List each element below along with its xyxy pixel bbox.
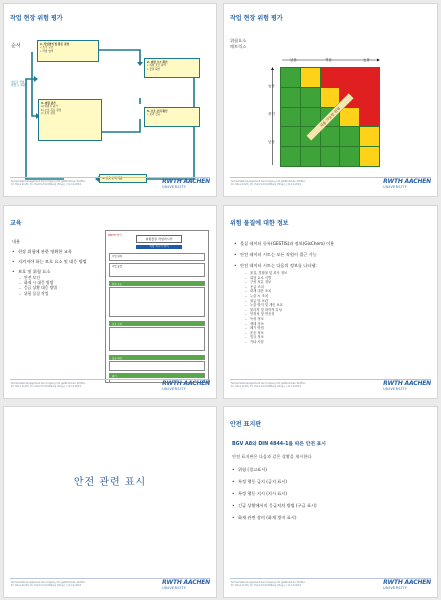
bullet-item: • 지켜져야 하는 보호 요소 및 대응 방법 <box>12 259 94 265</box>
flow-side-note: 새로운 작업 변경 시 재평가 <box>11 81 28 88</box>
flow-box-4: 4. 보호 조치 적용 <box>99 174 147 183</box>
slide-2-risk-matrix <box>224 4 437 196</box>
bullet-item: • 물질 데이터 등록(GESTIS)과 정보(GisChem) 이용 <box>234 241 429 247</box>
slide-footer: Sicherheitsmanagement bei Umgang mit gefährlichen Stoffen Dr. Hans Kraft | Dr. Yield Schmitt-Berg (Hrsg.) | 11.10.2019 RWTH AACHEN UNIVERSITY <box>11 579 210 590</box>
form-heading: 위험물질 작업지시서 <box>136 235 182 243</box>
rwth-logo: RWTH AACHEN UNIVERSITY <box>383 579 431 590</box>
bullet-item: • 화재 관련 장비 (화재 방지 표시) <box>232 515 427 521</box>
sub-bullet-item: – 안전 보건 <box>12 275 94 280</box>
flow-box-1: 1. 작업영역 및 활동 결정 • 조직 구조 • 작업 영역 <box>37 40 99 62</box>
form-row: 폐기 <box>109 373 205 378</box>
y-word-low: 낮음 <box>268 140 275 144</box>
form-row: 작업 물질 <box>109 263 205 277</box>
slide-3-education <box>4 206 216 398</box>
sign-list <box>232 467 427 527</box>
slide-footer: Sicherheitsmanagement bei Umgang mit gefährlichen Stoffen Dr. Hans Kraft | Dr. Yield Schmitt-Berg (Hrsg.) | 11.10.2019 RWTH AACHEN UNIVERSITY <box>11 178 210 189</box>
x-word-low: 낮음 <box>290 58 297 62</box>
slide-footer: Sicherheitsmanagement bei Umgang mit gefährlichen Stoffen Dr. Hans Kraft | Dr. Yield Schmitt-Berg (Hrsg.) | 11.10.2019 RWTH AACHEN UNIVERSITY <box>231 178 431 189</box>
form-row: 응급 대응 <box>109 355 205 360</box>
education-content <box>12 239 94 296</box>
y-axis-arrow <box>268 67 277 167</box>
x-word-mid: 적음 <box>325 58 332 62</box>
rwth-logo: RWTH AACHEN UNIVERSITY <box>383 380 431 391</box>
slide-footer: Sicherheitsmanagement bei Umgang mit gefährlichen Stoffen Dr. Hans Kraft | Dr. Yield Schmitt-Berg (Hrsg.) | 11.10.2019 RWTH AACHEN UNIVERSITY <box>231 380 431 391</box>
sub-bullet-item: – 폐기 방법 <box>234 326 429 331</box>
flow-box-2: 2. 위험 요소 확인 • 위험 요소 파악 • 물질 확인 <box>144 58 200 78</box>
slide-5-section-title <box>4 407 216 597</box>
slide-title: 작업 현장 위험 평가 <box>10 15 63 22</box>
sub-bullet-item: – 응급 상황 대응 방법 <box>12 285 94 290</box>
bullet-item: • 보호 및 위험 요소 <box>12 269 94 275</box>
sub-bullet-item: – 물리적 및 화학적 특성 <box>234 308 429 313</box>
bullet-item: • 특정 행동 금지 (금지 표시) <box>232 479 427 485</box>
slide-6-safety-signs <box>224 407 437 597</box>
x-word-high: 높음 <box>363 58 370 62</box>
bullet-item: • 특정 행동 지시 (지시 표시) <box>232 491 427 497</box>
sign-heading: BGV A8와 DIN 4844-1를 따른 안전 표시 <box>232 442 326 447</box>
sub-bullet-item: – 운송 정보 <box>234 331 429 336</box>
form-row-area <box>109 287 205 317</box>
slide-4-hazard-info <box>224 206 437 398</box>
bullet-item: • 긴급 상황에서의 응급처치 방법 (구급 표시) <box>232 503 427 509</box>
sub-bullet-item: – 누출 시 조치 <box>234 294 429 299</box>
form-tag: RWTH 양식 <box>108 234 122 237</box>
slide-title: 작업 현장 위험 평가 <box>230 15 283 22</box>
sub-bullet-item: – 물질, 혼합물 및 회사 정보 <box>234 271 429 276</box>
bullet-item: • 위험 (경고표시) <box>232 467 427 473</box>
info-content <box>234 241 429 345</box>
flow-box-5: 5. 보호 조치 확인 • 효과 검증 <box>144 107 200 127</box>
form-row: 위험 요소 <box>109 281 205 286</box>
slide-title: 안전 표지판 <box>230 421 262 428</box>
form-row-area <box>109 327 205 351</box>
bullet-item: • 안전 데이터 시트는 모든 직원이 접근 가능 <box>234 252 429 258</box>
sub-bullet-item: – 응급 조치 <box>234 285 429 290</box>
form-row: 작업 영역 <box>109 253 205 261</box>
flowchart-arrows <box>4 4 216 196</box>
y-word-high: 높음 <box>268 84 275 88</box>
rwth-logo: RWTH AACHEN UNIVERSITY <box>162 380 210 391</box>
sub-bullet-item: – 구성 성분 정보 <box>234 280 429 285</box>
sub-bullet-item: – 기타 사항 <box>234 340 429 345</box>
section-title: 안전 관련 표시 <box>73 477 147 488</box>
slide-title: 위험 물질에 대한 정보 <box>230 220 289 227</box>
sub-bullet-item: – 화재 시 대응 방법 <box>12 280 94 285</box>
slide-footer: Sicherheitsmanagement bei Umgang mit gefährlichen Stoffen Dr. Hans Kraft | Dr. Yield Schmitt-Berg (Hrsg.) | 11.10.2019 RWTH AACHEN UNIVERSITY <box>231 579 431 590</box>
slide-footer: Sicherheitsmanagement bei Umgang mit gefährlichen Stoffen Dr. Hans Kraft | Dr. Yield Schmitt-Berg (Hrsg.) | 11.10.2019 RWTH AACHEN UNIVERSITY <box>11 380 210 391</box>
sub-bullet-item: – 취급 및 보관 <box>234 299 429 304</box>
sub-bullet-item: – 안정성 및 반응성 <box>234 312 429 317</box>
sequence-label: 순서 <box>11 43 21 49</box>
sub-bullet-item: – 독성 정보 <box>234 317 429 322</box>
y-word-mid: 중간 <box>268 112 275 116</box>
form-band: 작업 지시서 양식 <box>136 245 182 249</box>
rwth-logo: RWTH AACHEN UNIVERSITY <box>383 178 431 189</box>
diagonal-label: 허용 가능한 위험 <box>319 106 342 129</box>
bullet-item: • 현장 위험에 관한 명확한 교육 <box>12 249 94 255</box>
flow-box-3: 3. 위험 평가 a) 위험성 평가 b) 보호 목표 설정 c) 조치 결정 <box>38 99 102 141</box>
sub-bullet-item: – 법규 정보 <box>234 335 429 340</box>
slide-1-flowchart <box>4 4 216 196</box>
instruction-form-image <box>105 230 209 383</box>
form-row: 보호 조치 <box>109 321 205 326</box>
sub-bullet-item: – 화재 대응 조치 <box>234 289 429 294</box>
sign-intro: 안전 표지판은 다음과 같은 상황을 제시한다 <box>232 454 312 459</box>
matrix-caption: 위험요소 매트릭스 <box>230 38 247 49</box>
rwth-logo: RWTH AACHEN UNIVERSITY <box>162 579 210 590</box>
acceptable-risk-band <box>280 67 380 167</box>
sub-bullet-item: – 위험 요소 식별 <box>234 276 429 281</box>
bullet-item: • 안전 데이터 시트는 다음의 정보를 나타냄: <box>234 263 429 269</box>
rwth-logo: RWTH AACHEN UNIVERSITY <box>162 178 210 189</box>
sub-bullet-item: – 노출 방지 및 개인 보호 <box>234 303 429 308</box>
sub-bullet-item: – 생태 정보 <box>234 322 429 327</box>
sub-bullet-item: – 위험 물질 작업 <box>12 291 94 296</box>
section-label: 내용 <box>12 239 21 244</box>
slide-title: 교육 <box>10 220 22 227</box>
form-row-area <box>109 361 205 371</box>
